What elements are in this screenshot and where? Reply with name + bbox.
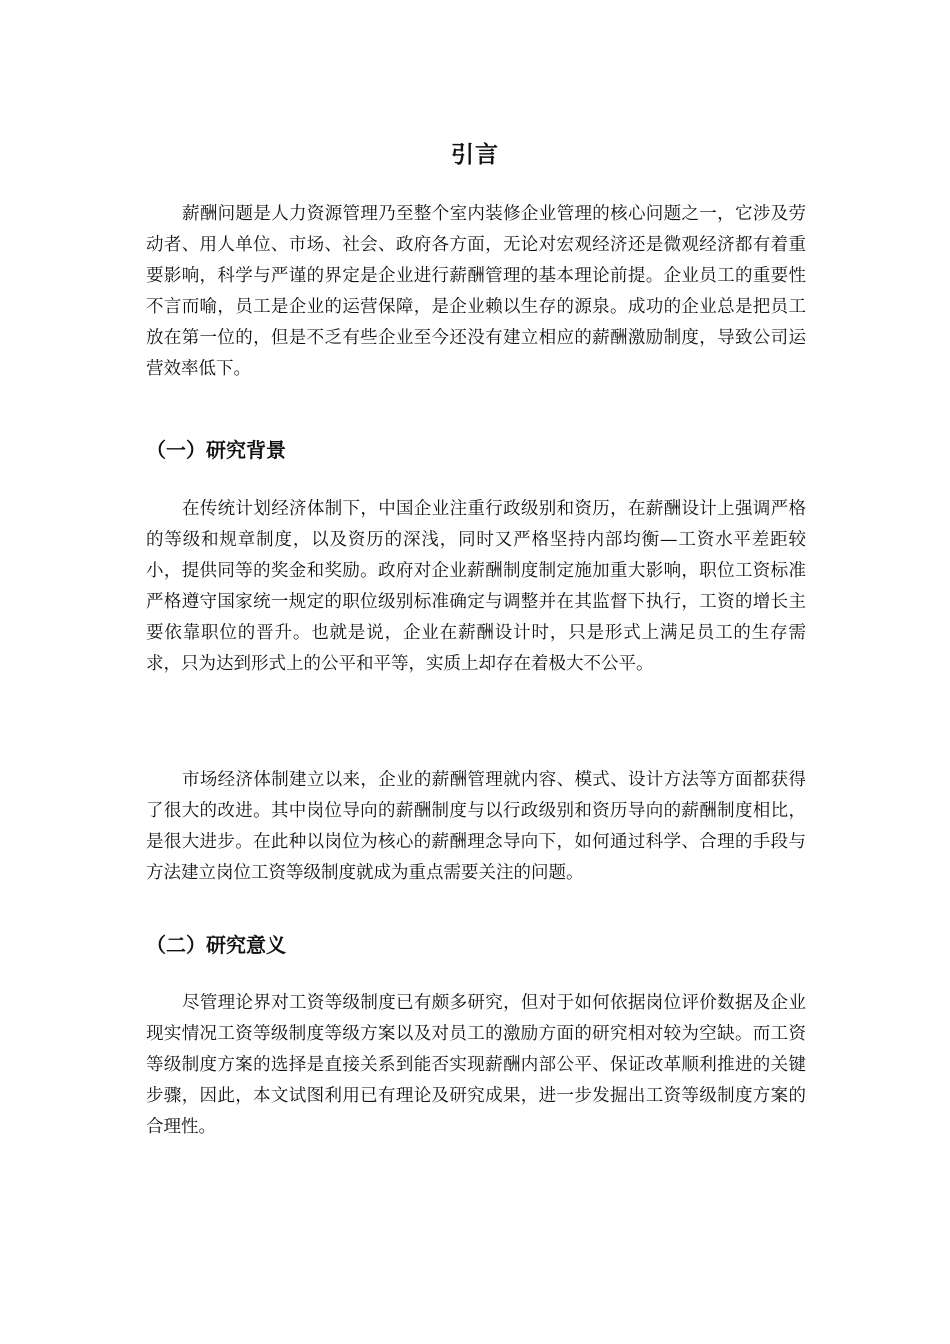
- section-heading-significance: （二）研究意义: [146, 933, 286, 957]
- section-heading-background: （一）研究背景: [146, 438, 286, 462]
- significance-paragraph-1: 尽管理论界对工资等级制度已有颇多研究，但对于如何依据岗位评价数据及企业现实情况工资等级制度等级方案以及对员工的激励方面的研究相对较为空缺。而工资等级制度方案的选择是直接关系到能否实现薪酬内部公平、保证改革顺利推进的关键步骤，因此，本文试图利用已有理论及研究成果，进一步发掘出工资等级制度方案的合理性。: [146, 993, 806, 1137]
- background-paragraph-2: 市场经济体制建立以来，企业的薪酬管理就内容、模式、设计方法等方面都获得了很大的改进。其中岗位导向的薪酬制度与以行政级别和资历导向的薪酬制度相比，是很大进步。在此种以岗位为核心的薪酬理念导向下，如何通过科学、合理的手段与方法建立岗位工资等级制度就成为重点需要关注的问题。: [146, 770, 806, 883]
- intro-paragraph: 薪酬问题是人力资源管理乃至整个室内装修企业管理的核心问题之一，它涉及劳动者、用人单位、市场、社会、政府各方面，无论对宏观经济还是微观经济都有着重要影响，科学与严谨的界定是企业进行薪酬管理的基本理论前提。企业员工的重要性不言而喻，员工是企业的运营保障，是企业赖以生存的源泉。成功的企业总是把员工放在第一位的，但是不乏有些企业至今还没有建立相应的薪酬激励制度，导致公司运营效率低下。: [146, 204, 806, 379]
- page-title: 引言: [451, 142, 499, 168]
- background-paragraph-1: 在传统计划经济体制下，中国企业注重行政级别和资历，在薪酬设计上强调严格的等级和规章制度，以及资历的深浅，同时又严格坚持内部均衡—工资水平差距较小，提供同等的奖金和奖励。政府对企业薪酬制度制定施加重大影响，职位工资标准严格遵守国家统一规定的职位级别标准确定与调整并在其监督下执行，工资的增长主要依靠职位的晋升。也就是说，企业在薪酬设计时，只是形式上满足员工的生存需求，只为达到形式上的公平和平等，实质上却存在着极大不公平。: [146, 499, 806, 674]
